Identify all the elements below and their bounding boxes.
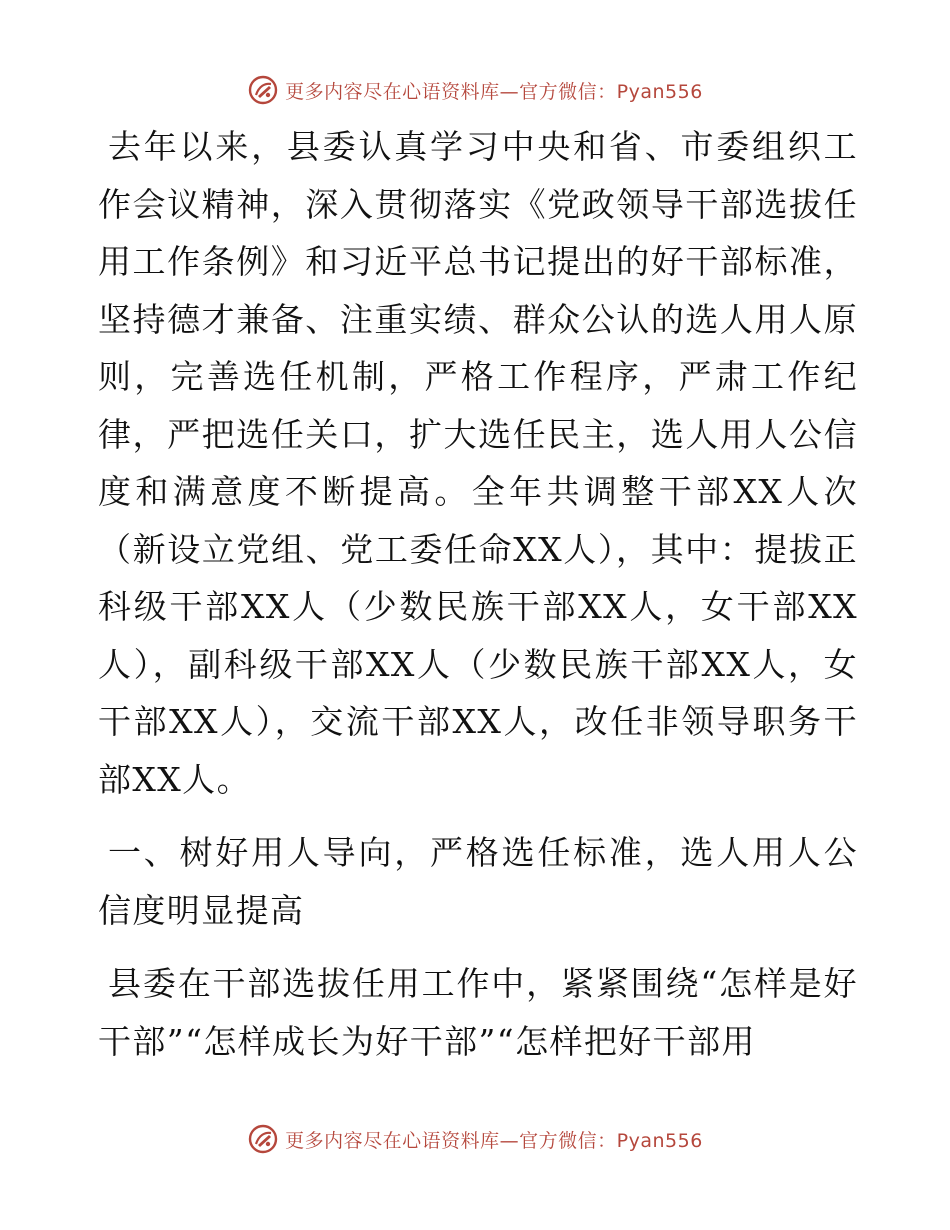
header-banner-text: 更多内容尽在心语资料库—官方微信：Pyan556 (285, 80, 703, 103)
document-body (98, 118, 858, 1070)
paragraph-section-1: 县委在干部选拔任用工作中，紧紧围绕“怎样是好干部”“怎样成长为好干部”“怎样把好干部用 (98, 964, 858, 1061)
paragraph-intro: 去年以来，县委认真学习中央和省、市委组织工作会议精神，深入贯彻落实《党政领导干部选拔任用工作条例》和习近平总书记提出的好干部标准，坚持德才兼备、注重实绩、群众公认的选人用人原则，完善选任机制，严格工作程序，严肃工作纪律，严把选任关口，扩大选任民主，选人用人公信度和满意度不断提高。全年共调整干部XX人次（新设立党组、党工委任命XX人），其中：提拔正科级干部XX人（少数民族干部XX人，女干部XX人），副科级干部XX人（少数民族干部XX人，女干部XX人），交流干部XX人，改任非领导职务干部XX人。 (98, 127, 858, 799)
seal-stamp-logo-icon (247, 74, 279, 106)
seal-stamp-logo-icon (247, 1123, 279, 1155)
header-banner (0, 72, 950, 108)
section-heading-1: 一、树好用人导向，严格选任标准，选人用人公信度明显提高 (98, 833, 858, 930)
footer-banner-text: 更多内容尽在心语资料库—官方微信：Pyan556 (285, 1129, 703, 1152)
footer-banner (0, 1121, 950, 1157)
